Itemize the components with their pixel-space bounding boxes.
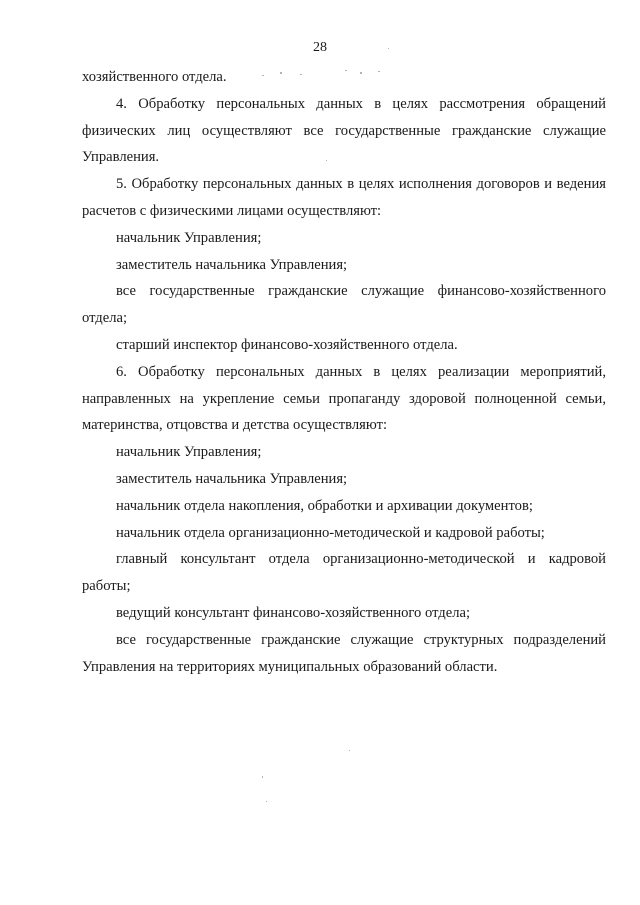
list-item: все государственные гражданские служащие финансово-хозяйственного отдела;: [82, 283, 606, 327]
list-item: ведущий консультант финансово-хозяйственного отдела;: [116, 604, 471, 621]
scan-speck: [262, 776, 263, 778]
scan-speck: [280, 72, 282, 74]
paragraph-item-5: 5. Обработку персональных данных в целях исполнения договоров и ведения расчетов с физическими лицами осуществляют:: [82, 176, 606, 219]
scan-speck: [326, 160, 327, 161]
list-item: заместитель начальника Управления;: [116, 256, 348, 273]
paragraph-item-6: 6. Обработку персональных данных в целях реализации мероприятий, направленных на укрепление семьи пропаганду здоровой полноценной семьи, материнства, отцовства и детства осуществляют:: [82, 363, 606, 434]
scan-speck: [378, 71, 380, 72]
scan-speck: [300, 74, 302, 75]
list-item: все государственные гражданские служащие структурных подразделений Управления на территориях муниципальных образований области.: [82, 631, 606, 675]
scan-speck: [388, 48, 389, 49]
paragraph-item-4: 4. Обработку персональных данных в целях рассмотрения обращений физических лиц осуществляют все государственные гражданские служащие Управления.: [82, 95, 606, 166]
list-item: начальник Управления;: [116, 229, 262, 246]
list-item: заместитель начальника Управления;: [116, 470, 348, 487]
list-item: начальник отдела организационно-методической и кадровой работы;: [116, 524, 545, 541]
scan-speck: [262, 75, 264, 76]
document-body: [82, 64, 606, 680]
list-item: начальник отдела накопления, обработки и архивации документов;: [116, 497, 533, 514]
list-item: начальник Управления;: [116, 444, 262, 461]
list-item: старший инспектор финансово-хозяйственного отдела.: [116, 336, 458, 353]
list-item: главный консультант отдела организационно-методической и кадровой работы;: [82, 551, 606, 595]
scan-speck: [266, 801, 267, 802]
scan-speck: [349, 750, 350, 751]
paragraph-continuation: хозяйственного отдела.: [82, 69, 227, 85]
scan-speck: [360, 72, 362, 74]
page-number: 28: [313, 40, 327, 55]
scan-speck: [345, 70, 347, 71]
